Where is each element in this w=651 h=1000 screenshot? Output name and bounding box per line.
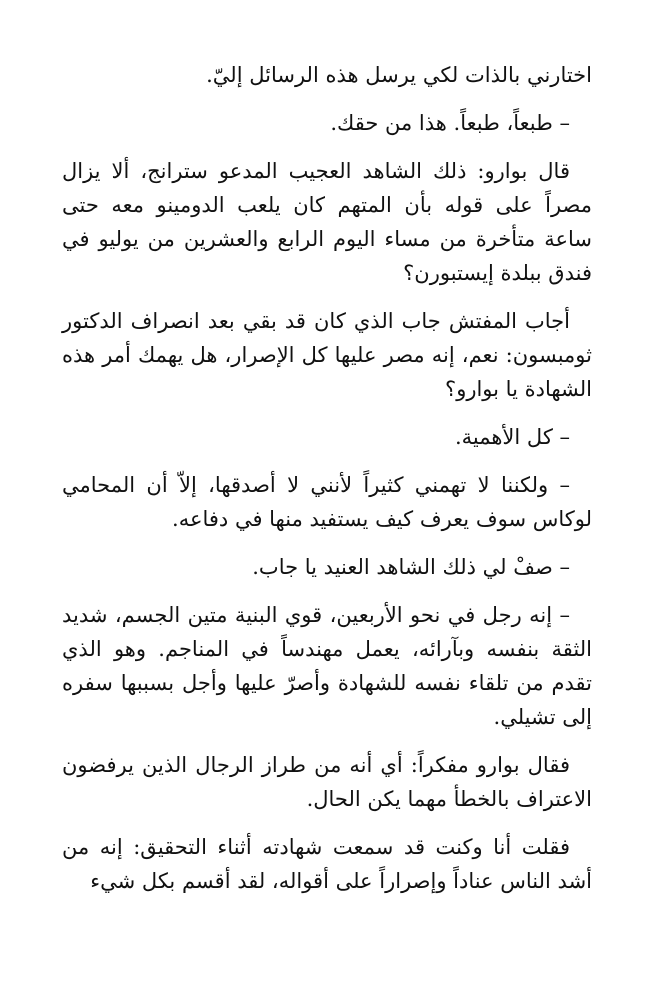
paragraph-6: – ولكننا لا تهمني كثيراً لأنني لا أصدقها، إلاّ أن المحامي لوكاس سوف يعرف كيف يستفيد منها في دفاعه. [62,473,592,531]
book-page [62,58,592,912]
paragraph-10: فقلت أنا وكنت قد سمعت شهادته أثناء التحقيق: إنه من أشد الناس عناداً وإصراراً على أقواله، لقد أقسم بكل شيء [62,835,592,893]
paragraph-8: – إنه رجل في نحو الأربعين، قوي البنية متين الجسم، شديد الثقة بنفسه وبآرائه، يعمل مهندساً في المناجم. وهو الذي تقدم من تلقاء نفسه للشهادة وأصرّ عليها وأجل بسببها سفره إلى تشيلي. [62,603,592,729]
paragraph-4: أجاب المفتش جاب الذي كان قد بقي بعد انصراف الدكتور ثومبسون: نعم، إنه مصر عليها كل الإصرار، هل يهمك أمر هذه الشهادة يا بوارو؟ [62,309,592,401]
paragraph-2: – طبعاً، طبعاً. هذا من حقك. [330,111,570,135]
paragraph-3: قال بوارو: ذلك الشاهد العجيب المدعو سترانج، ألا يزال مصراً على قوله بأن المتهم كان يلعب الدومينو معه حتى ساعة متأخرة من مساء اليوم الرابع والعشرين من يوليو في فندق ببلدة إيستبورن؟ [62,159,592,285]
paragraph-7: – صفْ لي ذلك الشاهد العنيد يا جاب. [252,555,570,579]
paragraph-5: – كل الأهمية. [454,425,570,449]
paragraph-1: اختارني بالذات لكي يرسل هذه الرسائل إليّ. [206,63,592,87]
paragraph-9: فقال بوارو مفكراً: أي أنه من طراز الرجال الذين يرفضون الاعتراف بالخطأ مهما يكن الحال. [62,753,592,811]
